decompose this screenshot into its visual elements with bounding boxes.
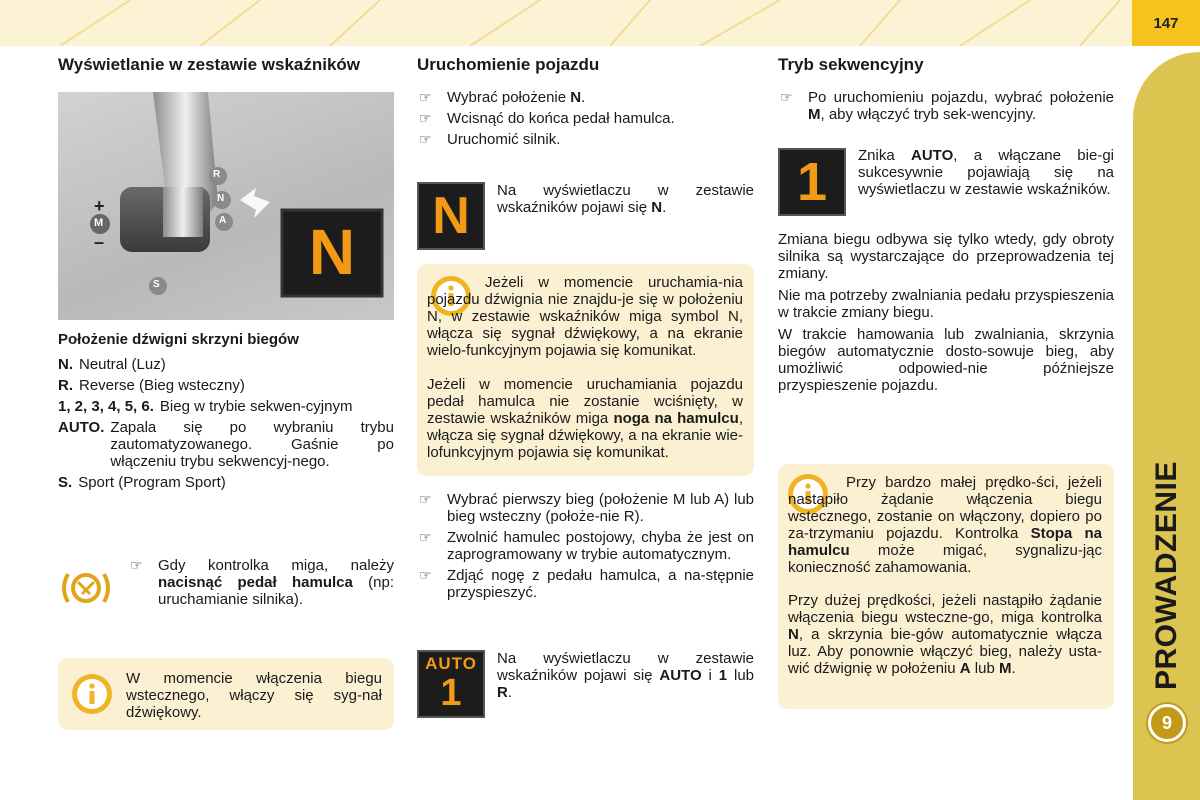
chapter-number: 9 — [1148, 704, 1186, 742]
caption-text: Znika — [858, 147, 912, 164]
caption-text: Na wyświetlaczu w zestawie wskaźników pojawi się — [497, 182, 754, 216]
caption-text-end: , a włączane bie-gi sukcesywnie pojawiają się na wyświetlaczu w zestawie wskaźników. — [858, 147, 1114, 198]
start-step-6 — [417, 567, 754, 601]
info-text-end: , włącza się sygnał dźwiękowy, a na ekranie wie-lofunkcyjnym pojawia się komunikat. — [427, 410, 743, 461]
page-number: 147 — [1132, 0, 1200, 46]
gear-label-m: M — [94, 217, 104, 229]
sequential-paragraphs — [778, 231, 1114, 394]
section-heading-start: Uruchomienie pojazdu — [417, 55, 600, 74]
start-steps-b — [417, 491, 754, 605]
info-text: Przy bardzo małej prędko-ści, jeżeli nastąpiło żądanie włączenia biegu wstecznego, zostanie on włączony, dopiero po za-trzymaniu pojazdu. Kontrolka — [788, 474, 1102, 542]
info-text-end: może migać, sygnalizu-jąc konieczność zahamowania. — [788, 542, 1102, 576]
sequential-info-box — [778, 464, 1114, 709]
pointing-hand-icon: ☞ — [130, 557, 143, 573]
info-bold: noga na hamulcu — [613, 410, 739, 427]
position-text: Neutral (Luz) — [79, 356, 166, 373]
info-bold: A — [959, 660, 971, 677]
step-text: Wybrać położenie — [447, 89, 571, 106]
step-text: Po uruchomieniu pojazdu, wybrać położenie — [808, 89, 1114, 106]
step-text: Zwolnić hamulec postojowy, chyba że jest on zaprogramowany w trybie automatycznym. — [447, 529, 754, 563]
info-text: Przy dużej prędkości, jeżeli nastąpiło żądanie włączenia biegu wsteczne-go, miga kontrolka — [788, 592, 1102, 626]
caption-text: lub — [727, 667, 754, 684]
position-text: Bieg w trybie sekwen-cyjnym — [159, 398, 353, 415]
position-text: Zapala się po wybraniu trybu zautomatyzowanego. Gaśnie po włączeniu trybu sekwencyj-nego. — [110, 419, 394, 470]
reverse-info-text: W momencie włączenia biegu wstecznego, włączy się syg-nał dźwiękowy. — [126, 670, 382, 721]
info-icon — [70, 672, 114, 716]
gear-label-s: S — [153, 279, 160, 290]
start-step-5 — [417, 529, 754, 563]
gear-label-n: N — [217, 193, 225, 204]
brake-note-text: Gdy kontrolka miga, należy — [158, 557, 394, 574]
paragraph-1: Zmiana biegu odbywa się tylko wtedy, gdy obroty silnika są wystarczające do przeprowadzenia tej zmiany. — [778, 231, 1114, 282]
step-text-end: , aby włączyć tryb sek-wencyjny. — [820, 106, 1037, 123]
brake-warning-icon — [60, 570, 112, 606]
step-text: Zdjąć nogę z pedału hamulca, a na-stępnie przyspieszyć. — [447, 567, 754, 601]
step-bold: M — [808, 106, 821, 123]
info-bold: Stopa na hamulcu — [788, 525, 1103, 559]
section-heading-sequential: Tryb sekwencyjny — [778, 55, 924, 74]
sequential-info-text-1 — [788, 474, 1102, 576]
display-n-caption — [497, 182, 754, 216]
info-bold: N — [788, 626, 799, 643]
sequential-info-text-2 — [788, 592, 1102, 677]
positions-heading: Położenie dźwigni skrzyni biegów — [58, 331, 299, 348]
display-1-caption — [858, 147, 1114, 198]
paragraph-2: Nie ma potrzeby zwalniania pedału przyspieszenia w trakcie zmiany biegu. — [778, 287, 1115, 321]
info-text: , a skrzynia bie-gów automatycznie włącza luz. Aby ponownie włączyć bieg, należy usta-wić dźwignię w położeniu — [788, 626, 1102, 677]
caption-bold: N — [651, 199, 663, 216]
pointing-hand-icon: ☞ — [419, 110, 432, 126]
position-key: N. — [58, 356, 73, 373]
section-heading-display: Wyświetlanie w zestawie wskaźników — [58, 55, 361, 74]
chapter-title: PROWADZENIE — [1150, 461, 1183, 690]
position-key: R. — [58, 377, 73, 394]
caption-bold: R — [497, 684, 508, 701]
position-key: 1, 2, 3, 4, 5, 6. — [58, 398, 154, 415]
display-1-image: 1 — [778, 148, 846, 216]
display-auto-caption — [497, 650, 754, 701]
caption-bold: AUTO — [911, 147, 954, 164]
header-decoration — [0, 0, 1132, 46]
display-letter-n: N — [308, 216, 356, 288]
pointing-hand-icon: ☞ — [419, 567, 432, 583]
step-bold: N — [570, 89, 582, 106]
step-text: Uruchomić silnik. — [447, 131, 561, 148]
header-band — [0, 0, 1200, 46]
gear-positions — [58, 331, 394, 495]
column-1 — [58, 56, 394, 73]
caption-text-end: . — [507, 684, 513, 701]
reverse-info-box — [58, 658, 394, 730]
start-step-3 — [417, 131, 753, 148]
start-info-box — [417, 264, 754, 476]
pointing-hand-icon: ☞ — [419, 89, 432, 105]
start-info-text-2 — [427, 376, 743, 461]
caption-text: Na wyświetlaczu w zestawie wskaźników pojawi się — [497, 650, 754, 684]
display-auto-label: AUTO — [425, 654, 477, 673]
column-3 — [778, 56, 1114, 127]
start-info-text-1: Jeżeli w momencie uruchamia-nia pojazdu dźwignia nie znajdu-je się w położeniu N, w zestawie wskaźników miga symbol N, włącza się sygnał dźwiękowy, a na ekranie wielo-funkcyjnym pojawia się komunikat. — [427, 274, 743, 359]
pointing-hand-icon: ☞ — [780, 89, 793, 105]
start-step-4 — [417, 491, 754, 525]
paragraph-3: W trakcie hamowania lub zwalniania, skrzynia biegów automatycznie dosto-sowuje bieg, aby umożliwić odpowied-nie późniejsze przyspieszenie pojazdu. — [778, 326, 1114, 394]
column-2 — [417, 56, 753, 152]
position-key: AUTO. — [58, 419, 105, 436]
pointing-hand-icon: ☞ — [419, 491, 432, 507]
pointing-hand-icon: ☞ — [419, 529, 432, 545]
display-auto-digit: 1 — [440, 672, 462, 714]
caption-text-end: . — [662, 199, 667, 216]
gear-label-a: A — [219, 215, 227, 226]
info-text-end: . — [1011, 660, 1016, 677]
brake-note — [128, 557, 394, 612]
start-step-2 — [417, 110, 753, 127]
step-text-end: . — [581, 89, 586, 106]
gear-lever-illustration — [58, 92, 394, 320]
brake-note-bold: nacisnąć pedał hamulca — [158, 574, 353, 591]
step-text: Wybrać pierwszy bieg (położenie M lub A) lub bieg wsteczny (położe-nie R). — [447, 491, 754, 525]
position-text: Reverse (Bieg wsteczny) — [79, 377, 245, 394]
position-n — [58, 356, 394, 373]
gear-label-plus: + — [94, 196, 105, 216]
sequential-step — [778, 89, 1114, 123]
step-text: Wcisnąć do końca pedał hamulca. — [447, 110, 675, 127]
gear-label-minus: – — [94, 232, 105, 252]
position-auto — [58, 419, 394, 470]
info-text: Jeżeli w momencie uruchamiania pojazdu pedał hamulca nie zostanie wciśnięty, w zestawie wskaźników miga — [427, 376, 743, 427]
info-text: lub — [970, 660, 999, 677]
caption-text: i — [701, 667, 719, 684]
position-text: Sport (Program Sport) — [78, 474, 226, 491]
caption-bold: AUTO — [659, 667, 702, 684]
display-n-image: N — [417, 182, 485, 250]
display-auto-image — [417, 650, 485, 718]
position-r — [58, 377, 394, 394]
info-bold: M — [998, 660, 1012, 677]
caption-bold: 1 — [718, 667, 728, 684]
gear-label-r: R — [213, 169, 221, 180]
start-step-1 — [417, 89, 753, 106]
position-key: S. — [58, 474, 73, 491]
pointing-hand-icon: ☞ — [419, 131, 432, 147]
position-s — [58, 474, 394, 491]
brake-note-text-end: (np: uruchamianie silnika). — [158, 574, 395, 608]
position-sequential — [58, 398, 394, 415]
